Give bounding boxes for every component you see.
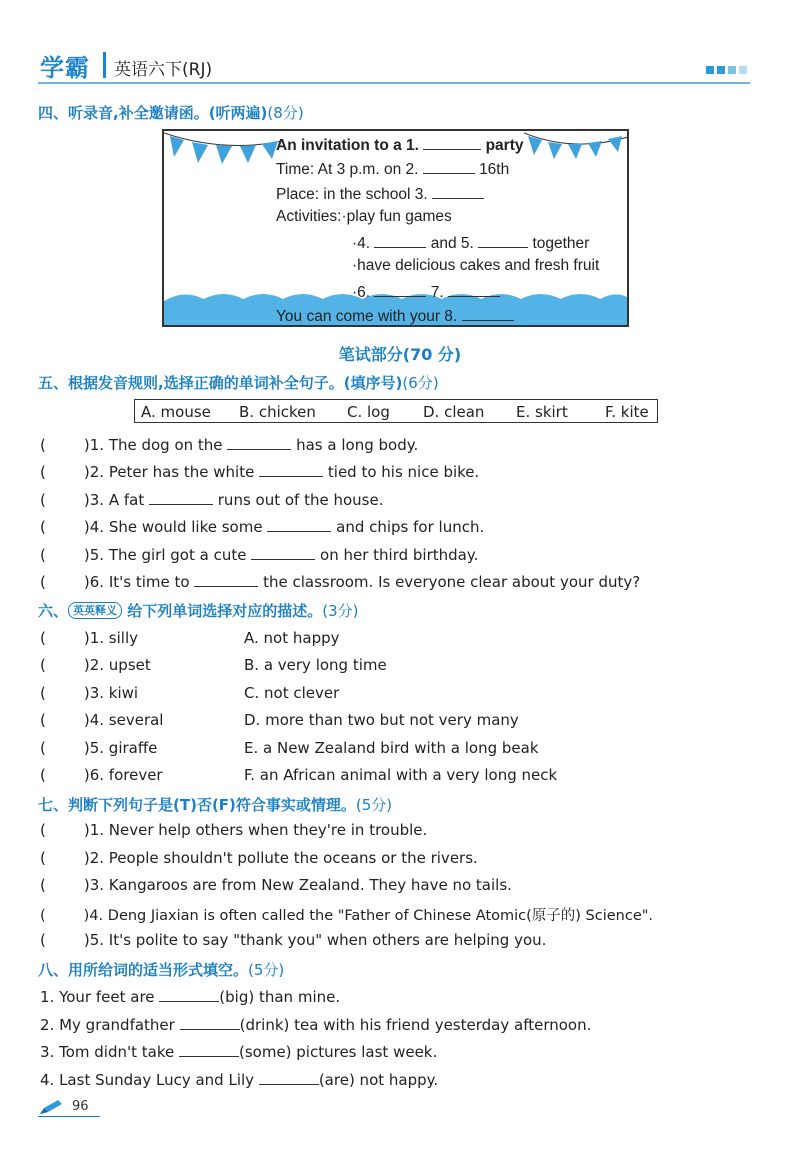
s8-item-2: 2. My grandfather (drink) tea with his friend yesterday afternoon.	[40, 1016, 592, 1034]
footer-rule	[38, 1116, 100, 1117]
blank-1[interactable]	[423, 135, 481, 150]
blank[interactable]	[259, 462, 323, 477]
header-subject: 英语六下(RJ)	[114, 60, 213, 80]
invitation-time: Time: At 3 p.m. on 2. 16th	[276, 161, 510, 178]
s7-item-1: ( )1. Never help others when they're in trouble.	[40, 821, 428, 839]
s5-item-6: ( )6. It's time to the classroom. Is everyone clear about your duty?	[40, 573, 641, 591]
blank-4[interactable]	[374, 233, 426, 248]
section-7-title: 七、判断下列句子是(T)否(F)符合事实或情理。(5分)	[38, 796, 393, 814]
option-c: C. log	[347, 403, 390, 421]
s7-item-3: ( )3. Kangaroos are from New Zealand. They have no tails.	[40, 876, 512, 894]
bunting-left-icon	[164, 131, 284, 167]
invitation-title: An invitation to a 1. party	[276, 137, 524, 154]
invitation-place: Place: in the school 3.	[276, 184, 484, 204]
s7-item-5: ( )5. It's polite to say "thank you" when others are helping you.	[40, 931, 547, 949]
header-rule	[38, 82, 750, 84]
bunting-right-icon	[524, 131, 629, 167]
invitation-activity-3: ·have delicious cakes and fresh fruit	[352, 257, 600, 274]
s6-word-1: ( )1. silly	[40, 629, 138, 647]
s6-word-3: ( )3. kiwi	[40, 684, 139, 702]
invitation-activities: Activities:·play fun games	[276, 208, 452, 225]
pencil-icon	[38, 1098, 64, 1116]
blank[interactable]	[267, 517, 331, 532]
blank-3[interactable]	[432, 184, 484, 199]
s5-item-5: ( )5. The girl got a cute on her third birthday.	[40, 546, 479, 564]
s6-def-c: C. not clever	[244, 684, 340, 702]
page-number: 96	[72, 1099, 89, 1114]
s6-def-f: F. an African animal with a very long neck	[244, 766, 558, 784]
invitation-card	[162, 129, 629, 327]
s5-item-3: ( )3. A fat runs out of the house.	[40, 491, 384, 509]
section-8-title: 八、用所给词的适当形式填空。(5分)	[38, 961, 285, 979]
s8-item-1: 1. Your feet are (big) than mine.	[40, 988, 341, 1006]
logo: 学霸	[40, 54, 90, 82]
header-deco-block	[706, 66, 714, 74]
s6-def-d: D. more than two but not very many	[244, 711, 519, 729]
section-5-title: 五、根据发音规则,选择正确的单词补全句子。(填序号)(6分)	[38, 374, 439, 392]
s6-word-4: ( )4. several	[40, 711, 164, 729]
option-d: D. clean	[423, 403, 485, 421]
tag-badge: 英英释义	[68, 602, 122, 619]
header-deco-block	[739, 66, 747, 74]
s8-item-3: 3. Tom didn't take (some) pictures last week.	[40, 1043, 438, 1061]
s6-def-b: B. a very long time	[244, 656, 387, 674]
s7-item-4: ( )4. Deng Jiaxian is often called the "Father of Chinese Atomic(原子的) Science".	[40, 908, 654, 924]
header-deco-block	[717, 66, 725, 74]
blank[interactable]	[259, 1070, 319, 1085]
s6-word-6: ( )6. forever	[40, 766, 163, 784]
blank-7[interactable]	[448, 282, 500, 297]
s6-def-a: A. not happy	[244, 629, 340, 647]
blank[interactable]	[149, 490, 213, 505]
header-deco-block	[728, 66, 736, 74]
section-6-title: 六、 英英释义 给下列单词选择对应的描述。(3分)	[38, 602, 359, 620]
blank[interactable]	[179, 1042, 239, 1057]
blank[interactable]	[159, 987, 219, 1002]
s8-item-4: 4. Last Sunday Lucy and Lily (are) not happy.	[40, 1071, 439, 1089]
option-e: E. skirt	[516, 403, 568, 421]
blank-5[interactable]	[478, 233, 528, 248]
invitation-activity-4: ·6. 7.	[352, 282, 500, 302]
section-4-title: 四、听录音,补全邀请函。(听两遍)(8分)	[38, 104, 304, 122]
invitation-activity-2: ·4. and 5. together	[352, 235, 590, 252]
blank-8[interactable]	[462, 306, 514, 321]
s5-item-2: ( )2. Peter has the white tied to his nice bike.	[40, 463, 480, 481]
blank-2[interactable]	[423, 159, 475, 174]
s5-item-4: ( )4. She would like some and chips for lunch.	[40, 518, 485, 536]
word-options-box	[134, 399, 658, 423]
s6-def-e: E. a New Zealand bird with a long beak	[244, 739, 539, 757]
header-separator	[103, 52, 106, 78]
s6-word-5: ( )5. giraffe	[40, 739, 158, 757]
option-f: F. kite	[605, 403, 649, 421]
invitation-footer: You can come with your 8.	[276, 306, 514, 326]
blank[interactable]	[251, 545, 315, 560]
option-b: B. chicken	[239, 403, 316, 421]
written-part-heading: 笔试部分(70 分)	[338, 345, 462, 364]
blank-6[interactable]	[374, 282, 426, 297]
s7-item-2: ( )2. People shouldn't pollute the oceans or the rivers.	[40, 849, 478, 867]
s5-item-1: ( )1. The dog on the has a long body.	[40, 436, 419, 454]
s6-word-2: ( )2. upset	[40, 656, 151, 674]
blank[interactable]	[194, 572, 258, 587]
blank[interactable]	[227, 435, 291, 450]
blank[interactable]	[180, 1015, 240, 1030]
option-a: A. mouse	[141, 403, 211, 421]
